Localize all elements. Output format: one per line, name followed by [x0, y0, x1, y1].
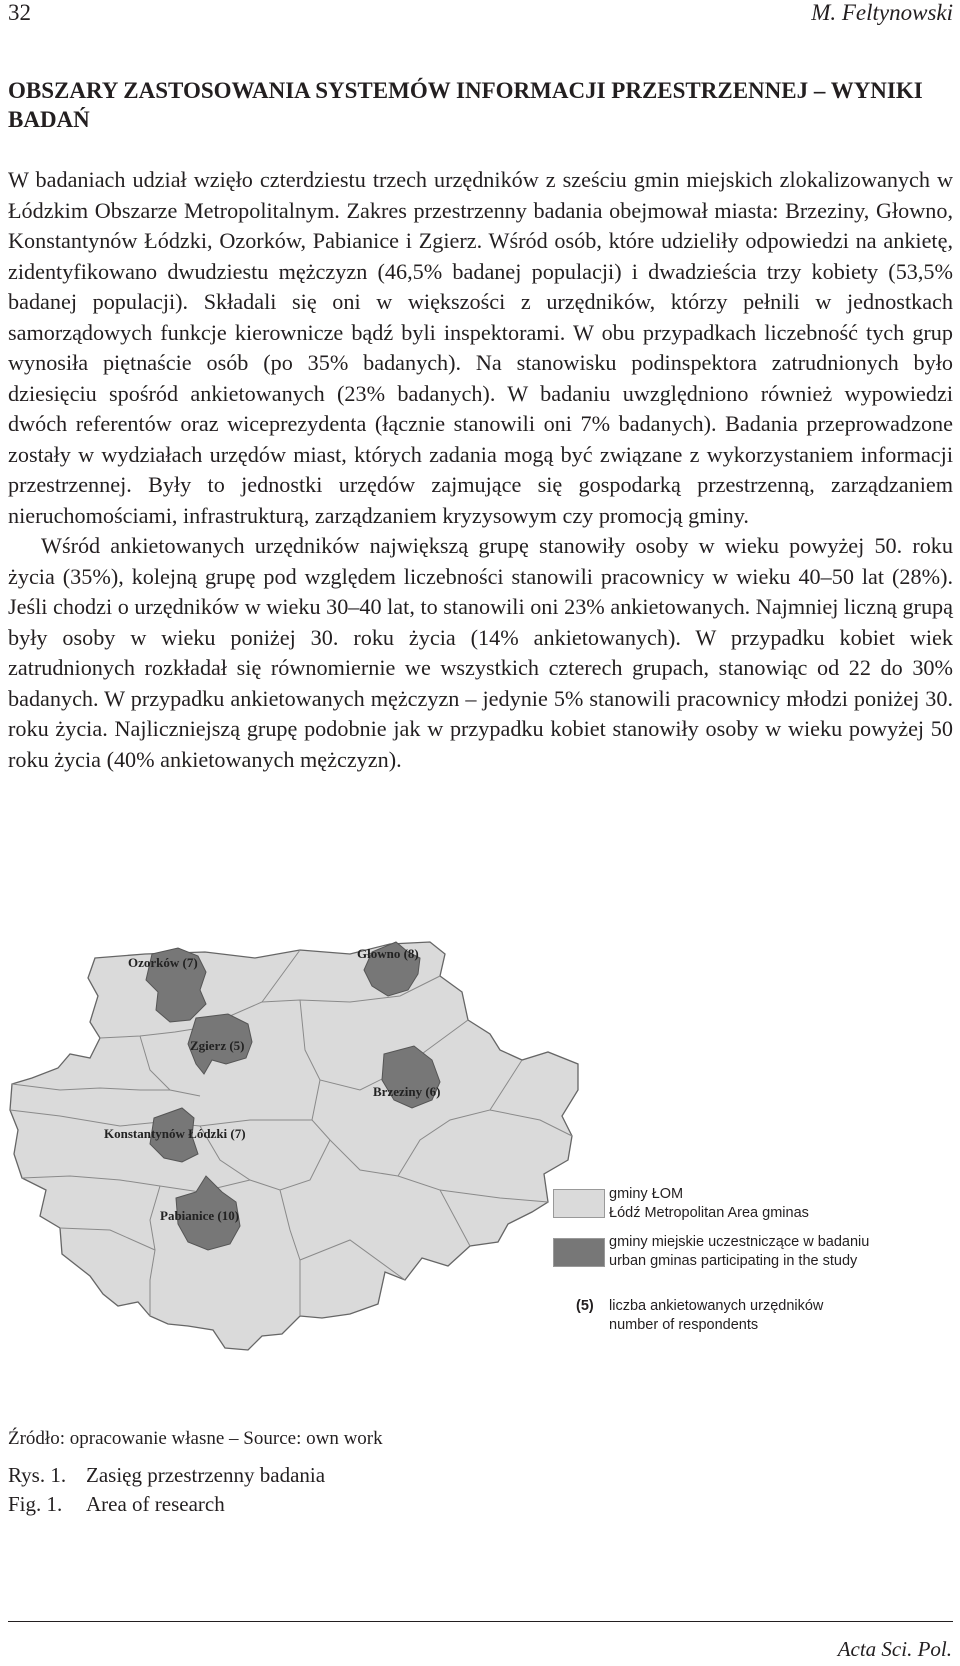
paragraph-1: W badaniach udział wzięło czterdziestu trzech urzędników z sześciu gmin miejskich zlokalizowanych w Łódzkim Obszarze Metropolitalnym. Zakres przestrzenny badania obejmował miasta: Brzeziny, Głowno, Konstantynów Łódzki, Ozorków, Pabianice i Zgierz. Wśród osób, które udzieliły odpowiedzi na ankietę, zidentyfikowano dwudziestu mężczyzn (46,5% badanej populacji) i dwadzieścia trzy kobiety (53,5% badanej populacji). Składali się oni w większości z urzędników, którzy pełnili w jednostkach samorządowych funkcje kierownicze bądź byli inspektorami. W obu przypadkach liczebność tych grup wynosiła piętnaście osób (po 35% badanych). Na stanowisku podinspektora zatrudnionych było dziesięciu spośród ankietowanych (23% badanych). W badaniu uwzględniono również wypowiedzi dwóch referentów oraz wiceprezydenta (łącznie stanowili oni 7% badanych). Badania przeprowadzone zostały w wydziałach urzędów miast, których zadania mogą być związane z wykorzystaniem informacji przestrzennej. Były to jednostki urzędów zajmujące się gospodarką przestrzenną, zarządzaniem nieruchomościami, infrastrukturą, zarządzaniem kryzysowym czy promocją gminy.	[8, 167, 953, 528]
label-ozorkow: Ozorków (7)	[128, 955, 198, 970]
label-zgierz: Zgierz (5)	[190, 1038, 245, 1053]
legend-lom	[609, 1185, 809, 1223]
legend-count	[609, 1297, 823, 1335]
label-glowno: Głowno (8)	[357, 946, 419, 961]
caption-pl	[8, 1463, 325, 1488]
caption-pl-text: Zasięg przestrzenny badania	[86, 1463, 326, 1487]
label-konstantynow: Konstantynów Łódzki (7)	[104, 1126, 246, 1141]
label-brzeziny: Brzeziny (6)	[373, 1084, 441, 1099]
legend-lom-en: Łódź Metropolitan Area gminas	[609, 1205, 809, 1221]
caption-en-text: Area of research	[86, 1492, 225, 1516]
legend-count-symbol: (5)	[576, 1298, 594, 1314]
lom-area-shape	[10, 942, 578, 1350]
legend-study	[609, 1233, 869, 1271]
legend-study-en: urban gminas participating in the study	[609, 1253, 858, 1269]
paragraph-2: Wśród ankietowanych urzędników największą grupę stanowiły osoby w wieku powyżej 50. roku życia (35%), kolejną grupę pod względem liczebności stanowili pracownicy w wieku 40–50 lat (28%). Jeśli chodzi o urzędników w wieku 30–40 lat, to stanowili oni 23% ankietowanych. Najmniej liczną grupą były osoby w wieku poniżej 30. roku życia (14% ankietowanych). W przypadku kobiet wiek zatrudnionych rozkładał się równomiernie we wszystkich czterech grupach, stanowiąc od 22 do 30% badanych. W przypadku ankietowanych mężczyzn – jedynie 5% stanowili pracownicy młodzi poniżej 30. roku życia. Najliczniejszą grupę podobnie jak w przypadku kobiet stanowiły osoby w wieku powyżej 50 roku życia (40% ankietowanych mężczyzn).	[8, 533, 953, 772]
legend-lom-pl: gminy ŁOM	[609, 1186, 684, 1202]
caption-en	[8, 1492, 225, 1517]
section-title: OBSZARY ZASTOSOWANIA SYSTEMÓW INFORMACJI PRZESTRZENNEJ – WYNIKI BADAŃ	[8, 78, 923, 132]
figure-source: Źródło: opracowanie własne – Source: own work	[8, 1428, 383, 1449]
caption-en-label: Fig. 1.	[8, 1492, 63, 1516]
page-number: 32	[8, 0, 31, 25]
legend-swatch-study	[553, 1238, 605, 1267]
legend-swatch-lom	[553, 1189, 605, 1218]
map-drawing	[0, 940, 960, 1420]
running-head-author: M. Feltynowski	[811, 0, 953, 25]
body-text	[8, 165, 953, 775]
caption-pl-label: Rys. 1.	[8, 1463, 67, 1487]
legend-study-pl: gminy miejskie uczestniczące w badaniu	[609, 1234, 870, 1250]
footer-journal: Acta Sci. Pol.	[837, 1637, 952, 1661]
label-pabianice: Pabianice (10)	[160, 1208, 240, 1223]
footer-rule	[8, 1621, 953, 1622]
figure-map	[0, 940, 960, 1420]
legend-count-pl: liczba ankietowanych urzędników	[609, 1298, 824, 1314]
legend-count-en: number of respondents	[609, 1317, 759, 1333]
